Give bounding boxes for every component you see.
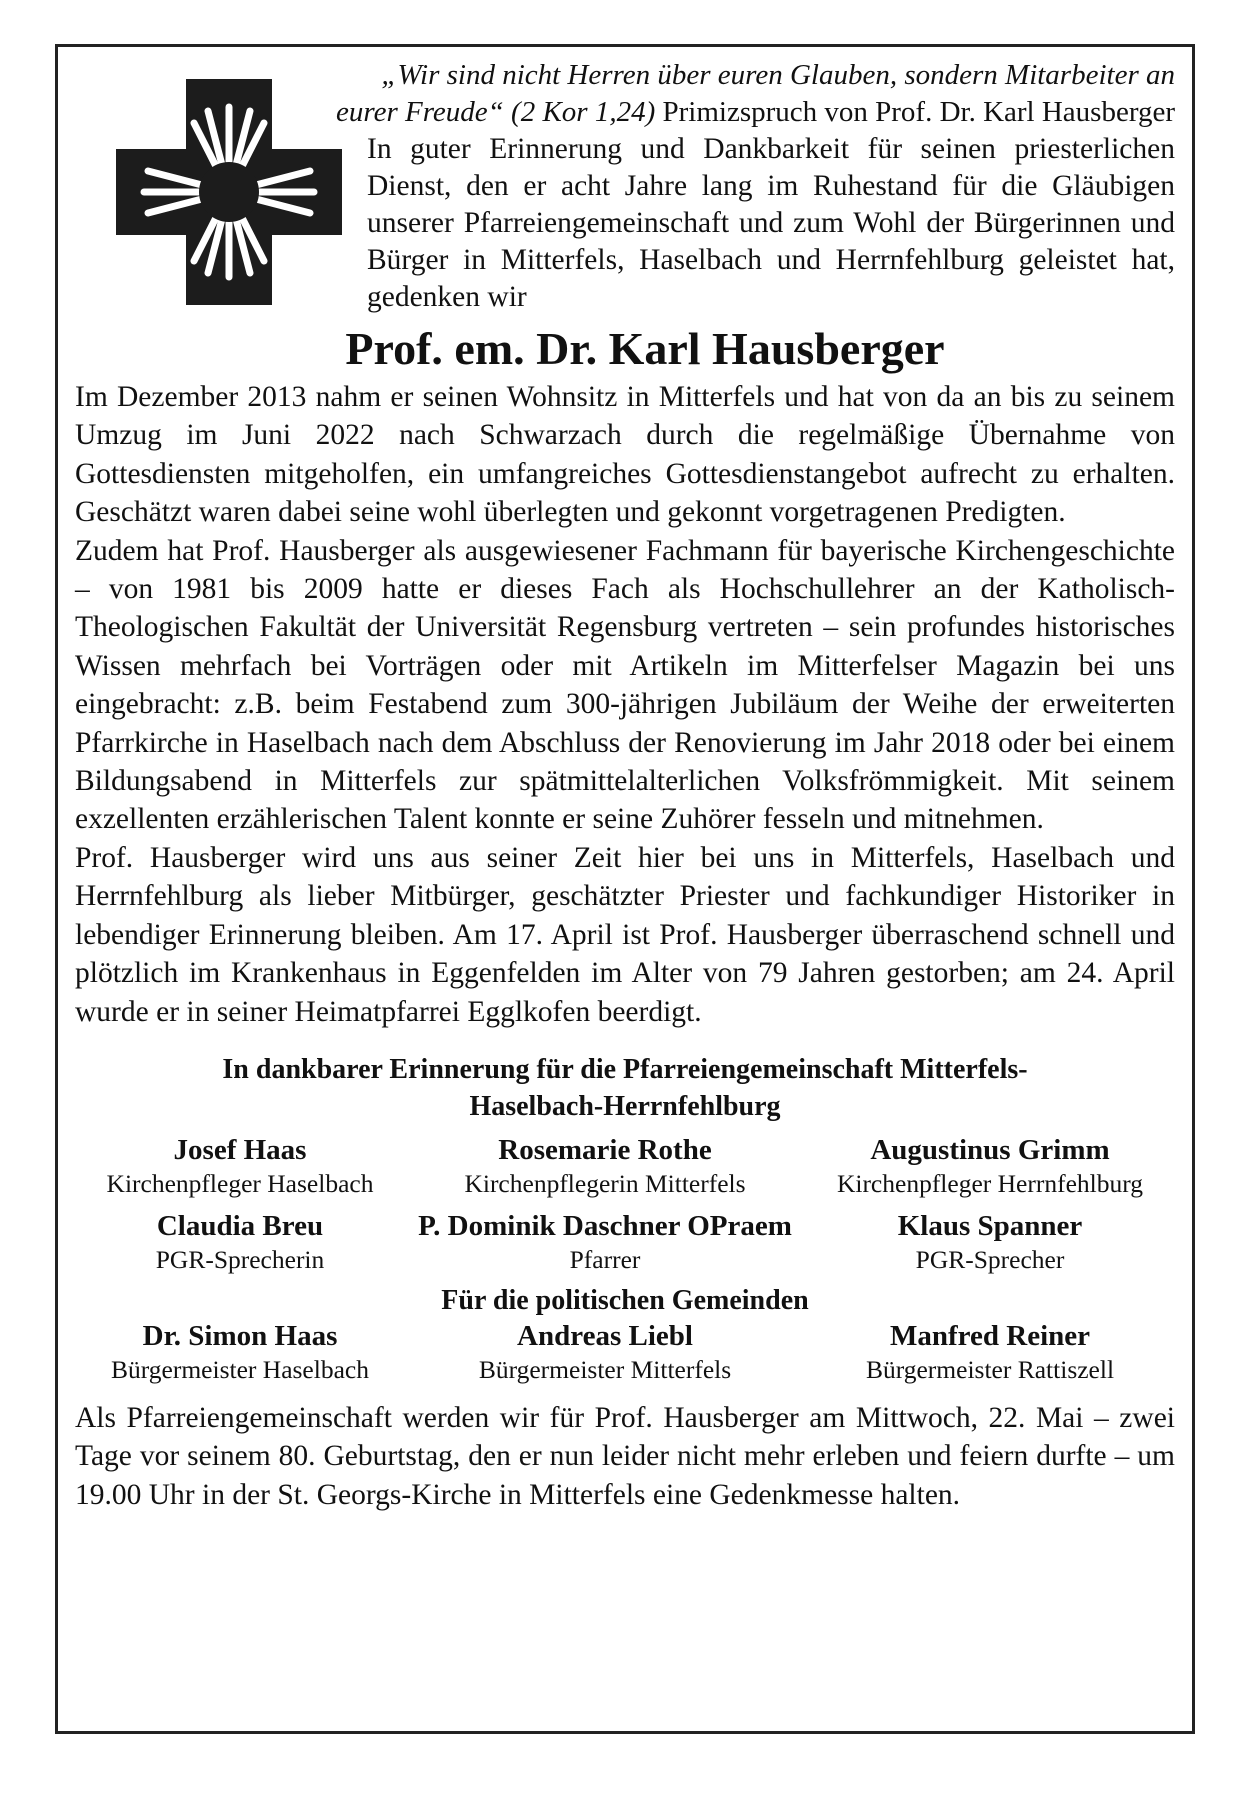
- signatory-role: Bürgermeister Haselbach: [111, 1354, 369, 1384]
- signatories-row: [75, 1319, 1175, 1387]
- body-paragraph: Zudem hat Prof. Hausberger als ausgewiesener Fachmann für bayerische Kirchengeschichte – von 1981 bis 2009 hatte er dieses Fach als Hochschullehrer an der Katholisch-Theologischen Fakultät der Universität Regensburg vertreten – sein profundes historisches Wissen mehrfach bei Vorträgen oder mit Artikeln im Mitterfelser Magazin bei uns eingebracht: z.B. beim Festabend zum 300-jährigen Jubiläum der Weihe der erweiterten Pfarrkirche in Haselbach nach dem Abschluss der Renovierung im Jahr 2018 oder bei einem Bildungsabend in Mitterfels zur spätmittelalterlichen Volksfrömmigkeit. Mit seinem exzellenten erzählerischen Talent konnte er seine Zuhörer fesseln und mitnehmen.: [75, 534, 1175, 836]
- signatory-name: Klaus Spanner: [897, 1209, 1083, 1242]
- signatory-role: Kirchenpfleger Haselbach: [106, 1168, 374, 1198]
- quote-text: „Wir sind nicht Herren über euren Glauben, sondern Mitarbeiter an eurer Freude“: [336, 59, 1175, 128]
- signatory: [405, 1209, 805, 1277]
- signatory-role: Kirchenpflegerin Mitterfels: [464, 1168, 746, 1198]
- signatory-name: Augustinus Grimm: [870, 1133, 1110, 1166]
- final-note-text: Als Pfarreiengemeinschaft werden wir für Prof. Hausberger am Mittwoch, 22. Mai – zwei Tage vor seinem 80. Geburtstag, den er nun leider nicht mehr erleben und feiern durfte – um 19.00 Uhr in der St. Georgs-Kirche in Mitterfels eine Gedenkmesse halten.: [75, 1401, 1175, 1511]
- signatory-name: Andreas Liebl: [517, 1319, 693, 1352]
- quote-reference: (2 Kor 1,24): [511, 96, 656, 128]
- signatories-row: [75, 1133, 1175, 1201]
- signatory-role: PGR-Sprecher: [915, 1244, 1065, 1274]
- signatory-role: Bürgermeister Rattiszell: [865, 1354, 1115, 1384]
- obituary-body: [75, 378, 1175, 1031]
- closing-line: In dankbarer Erinnerung für die Pfarreiengemeinschaft Mitterfels-: [222, 1053, 1028, 1085]
- signatory-role: PGR-Sprecherin: [155, 1244, 325, 1274]
- signatory: [805, 1133, 1175, 1201]
- primiz-quote: [335, 57, 1175, 131]
- signatory: [405, 1133, 805, 1201]
- signatory: [75, 1133, 405, 1201]
- signatory-name: Claudia Breu: [156, 1209, 324, 1242]
- signatory: [405, 1319, 805, 1387]
- signatory-role: Kirchenpfleger Herrnfehlburg: [836, 1168, 1144, 1198]
- memorial-mass-note: [75, 1399, 1175, 1515]
- signatory: [75, 1319, 405, 1387]
- body-paragraph: Prof. Hausberger wird uns aus seiner Zeit hier bei uns in Mitterfels, Haselbach und Herrnfehlburg als lieber Mitbürger, geschätzter Priester und fachkundiger Historiker in lebendiger Erinnerung bleiben. Am 17. April ist Prof. Hausberger überraschend schnell und plötzlich im Krankenhaus in Eggenfelden im Alter von 79 Jahren gestorben; am 24. April wurde er in seiner Heimatpfarrei Egglkofen beerdigt.: [75, 841, 1175, 1028]
- closing-line: Haselbach-Herrnfehlburg: [469, 1090, 781, 1122]
- deceased-name: Prof. em. Dr. Karl Hausberger: [345, 323, 945, 374]
- signatory-name: Manfred Reiner: [890, 1319, 1090, 1352]
- signatory-role: Bürgermeister Mitterfels: [478, 1354, 732, 1384]
- signatory-name: P. Dominik Daschner OPraem: [418, 1209, 792, 1242]
- signatory-name: Dr. Simon Haas: [142, 1319, 338, 1352]
- signatory-name: Josef Haas: [173, 1133, 307, 1166]
- obituary-frame: [55, 44, 1195, 1734]
- signatory: [805, 1209, 1175, 1277]
- political-heading: Für die politischen Gemeinden: [441, 1284, 809, 1316]
- signatory: [805, 1319, 1175, 1387]
- signatory-name: Rosemarie Rothe: [498, 1133, 712, 1166]
- signatories-row: [75, 1209, 1175, 1277]
- body-paragraph: Im Dezember 2013 nahm er seinen Wohnsitz in Mitterfels und hat von da an bis zu seinem Umzug im Juni 2022 nach Schwarzach durch die regelmäßige Übernahme von Gottesdiensten mitgeholfen, ein umfangreiches Gottesdienstangebot aufrecht zu erhalten. Geschätzt waren dabei seine wohl überlegten und gekonnt vorgetragenen Predigten.: [75, 381, 1175, 529]
- signatory-role: Pfarrer: [569, 1244, 641, 1274]
- closing-heading: [75, 1051, 1175, 1125]
- signatory: [75, 1209, 405, 1277]
- intro-text: In guter Erinnerung und Dankbarkeit für seinen priesterlichen Dienst, den er acht Jahre lang im Ruhestand für die Gläubigen unserer Pfarreiengemeinschaft und zum Wohl der Bürgerinnen und Bürger in Mitterfels, Haselbach und Herrnfehlburg geleistet hat, gedenken wir: [367, 133, 1175, 313]
- primiz-label: Primizspruch von Prof. Dr. Karl Hausberger: [662, 96, 1175, 128]
